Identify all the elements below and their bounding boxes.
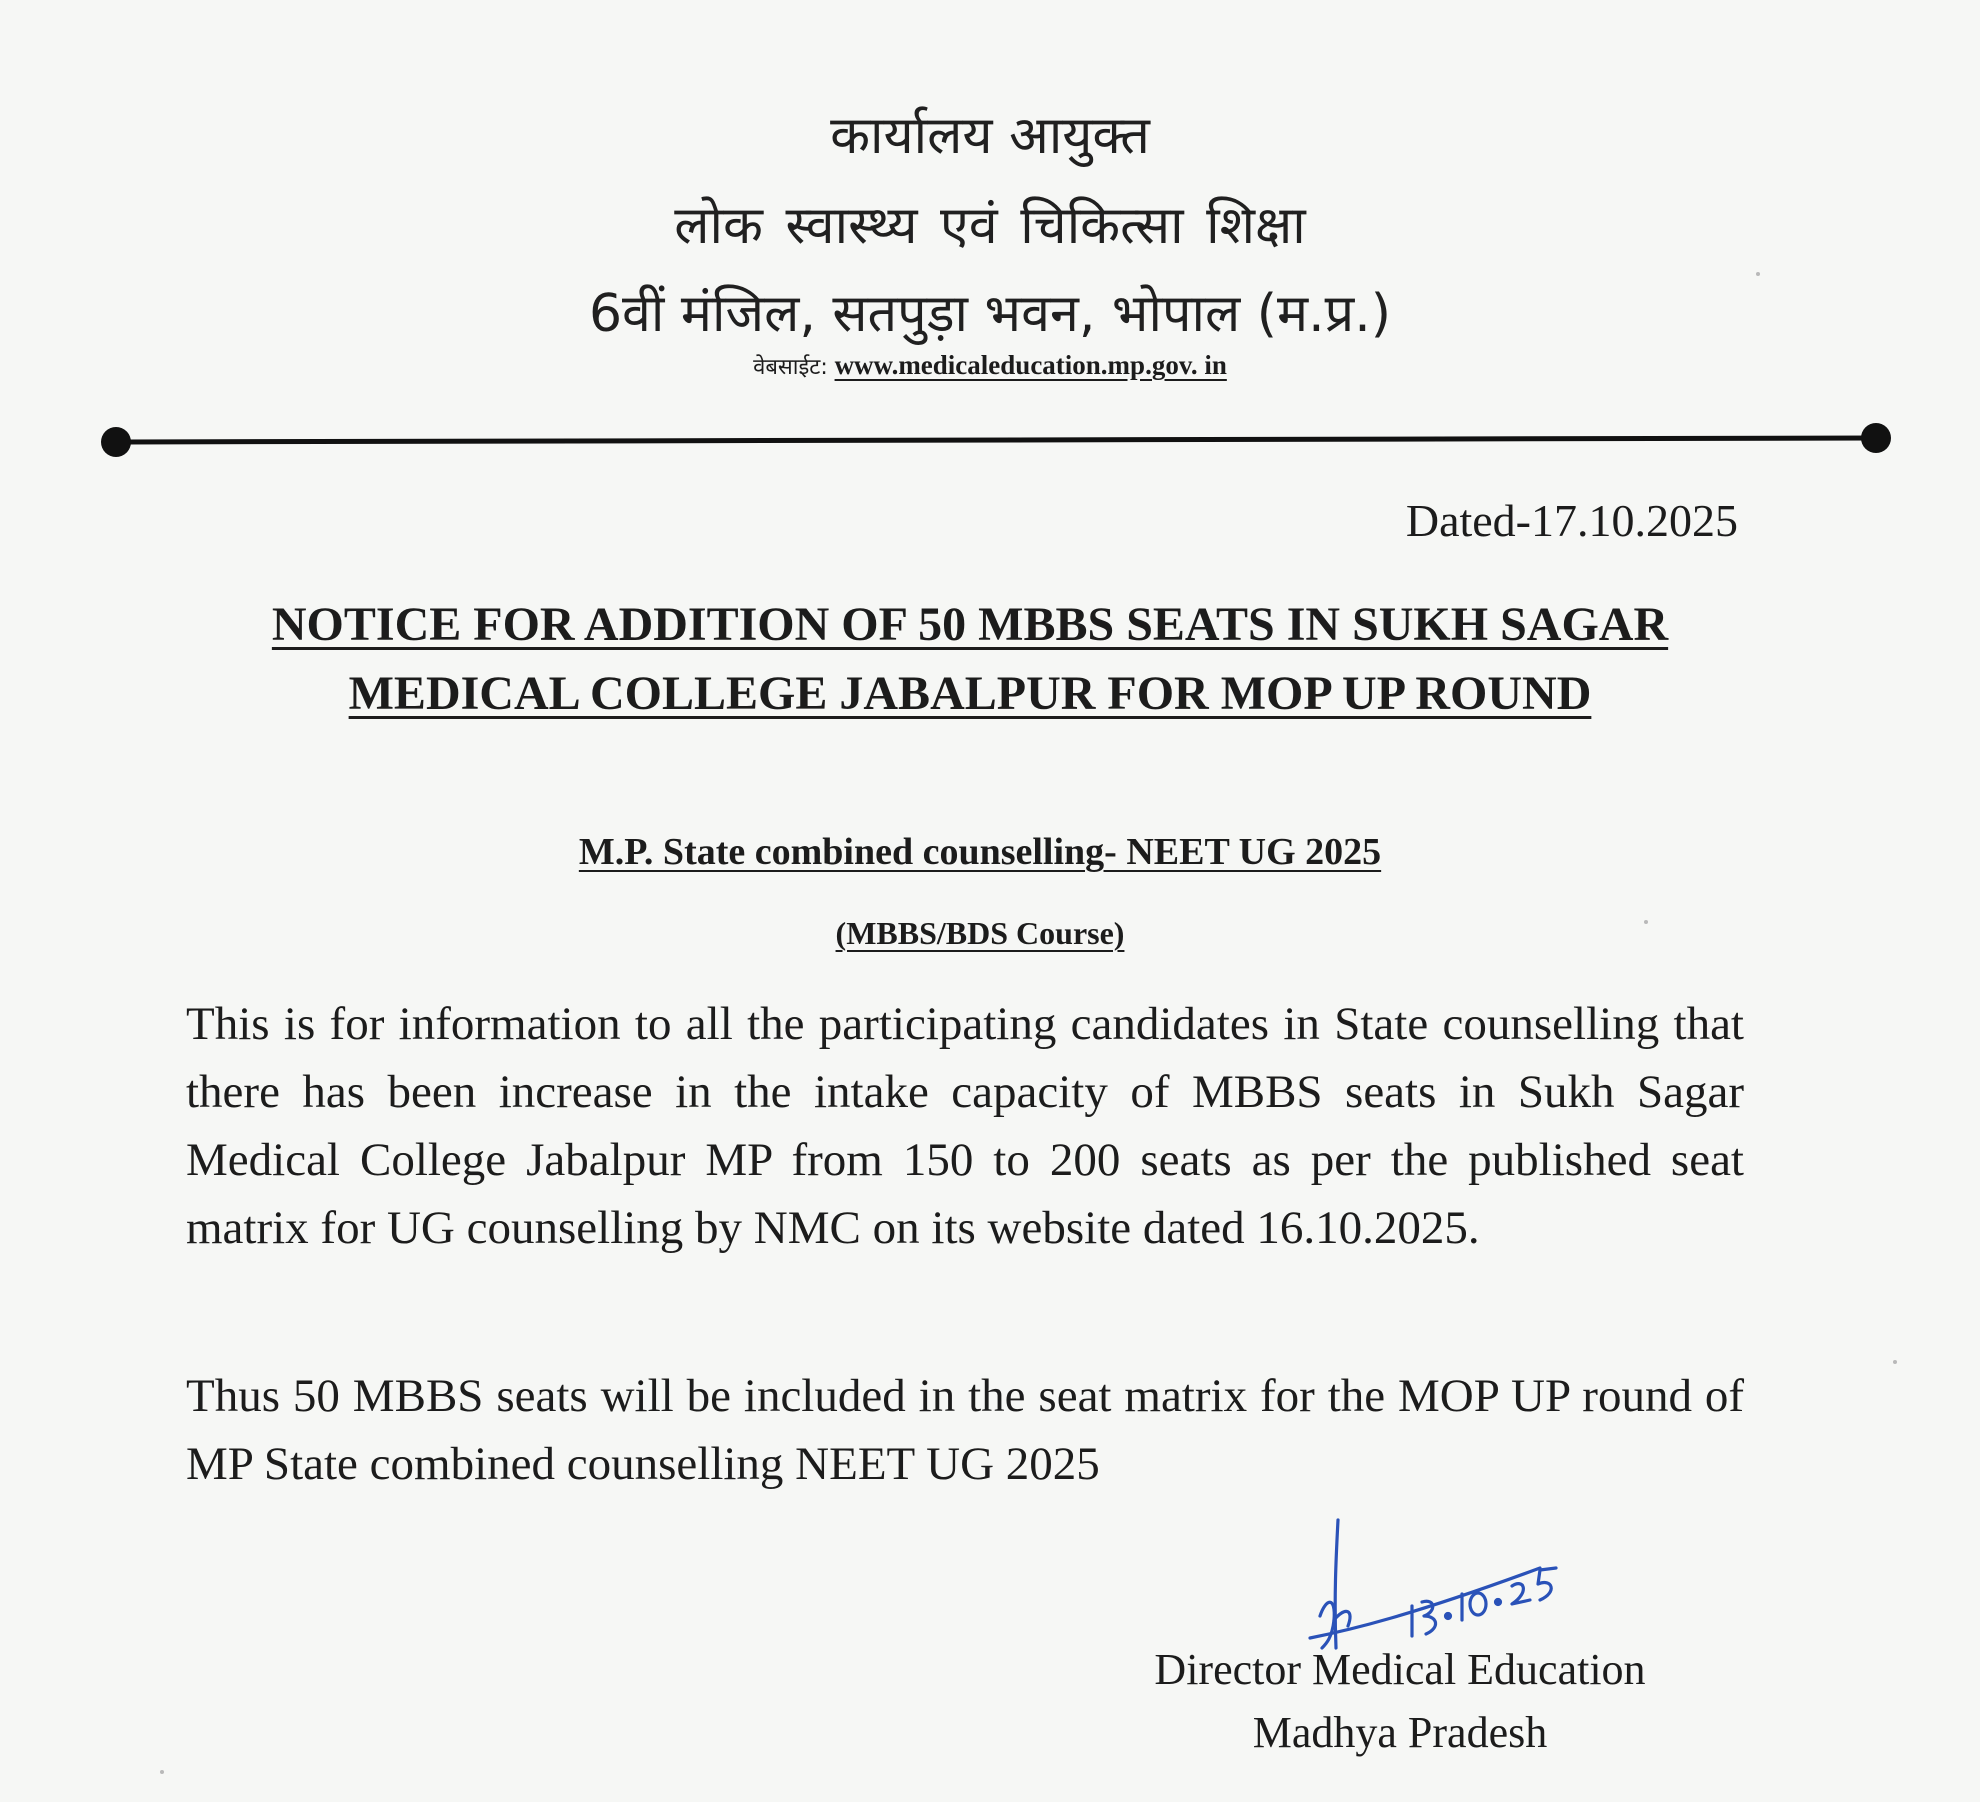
scan-speck <box>1644 920 1648 924</box>
body-paragraph-1: This is for information to all the participating candidates in State counselling that there has been increase in the intake capacity of MBBS seats in Sukh Sagar Medical College Jabalpur MP from 150 to 200 seats as per the published seat matrix for UG counselling by NMC on its website dated 16.10.2025. <box>186 998 1744 1254</box>
signatory-designation: Director Medical Education <box>1154 1645 1646 1694</box>
scan-speck <box>1893 1360 1897 1364</box>
office-heading: कार्यालय आयुक्त <box>830 106 1150 166</box>
header-divider <box>96 420 1896 460</box>
notice-subtitle <box>0 830 1960 874</box>
scan-speck <box>160 1770 164 1774</box>
notice-title-text: NOTICE FOR ADDITION OF 50 MBBS SEATS IN SUKH SAGAR MEDICAL COLLEGE JABALPUR FOR MOP UP ROUND <box>271 598 1669 720</box>
scan-speck <box>1756 272 1760 276</box>
website-label: वेबसाईट: <box>753 355 828 380</box>
notice-date: Dated-17.10.2025 <box>1405 495 1738 546</box>
address-heading: 6वीं मंजिल, सतपुड़ा भवन, भोपाल (म.प्र.) <box>588 284 1392 344</box>
body-paragraph-2: Thus 50 MBBS seats will be included in the seat matrix for the MOP UP round of MP State combined counselling NEET UG 2025 <box>186 1370 1744 1490</box>
signatory-state: Madhya Pradesh <box>1252 1708 1548 1757</box>
notice-subtitle-text: M.P. State combined counselling- NEET UG 2025 <box>578 831 1382 873</box>
signatory-block <box>1100 1638 1700 1764</box>
website-link[interactable]: www.medicaleducation.mp.gov. in <box>834 350 1227 380</box>
website-line <box>0 350 1980 381</box>
course-heading <box>0 915 1960 952</box>
department-heading: लोक स्वास्थ्य एवं चिकित्सा शिक्षा <box>674 196 1306 256</box>
notice-title <box>220 590 1720 728</box>
course-heading-text: (MBBS/BDS Course) <box>835 915 1125 951</box>
